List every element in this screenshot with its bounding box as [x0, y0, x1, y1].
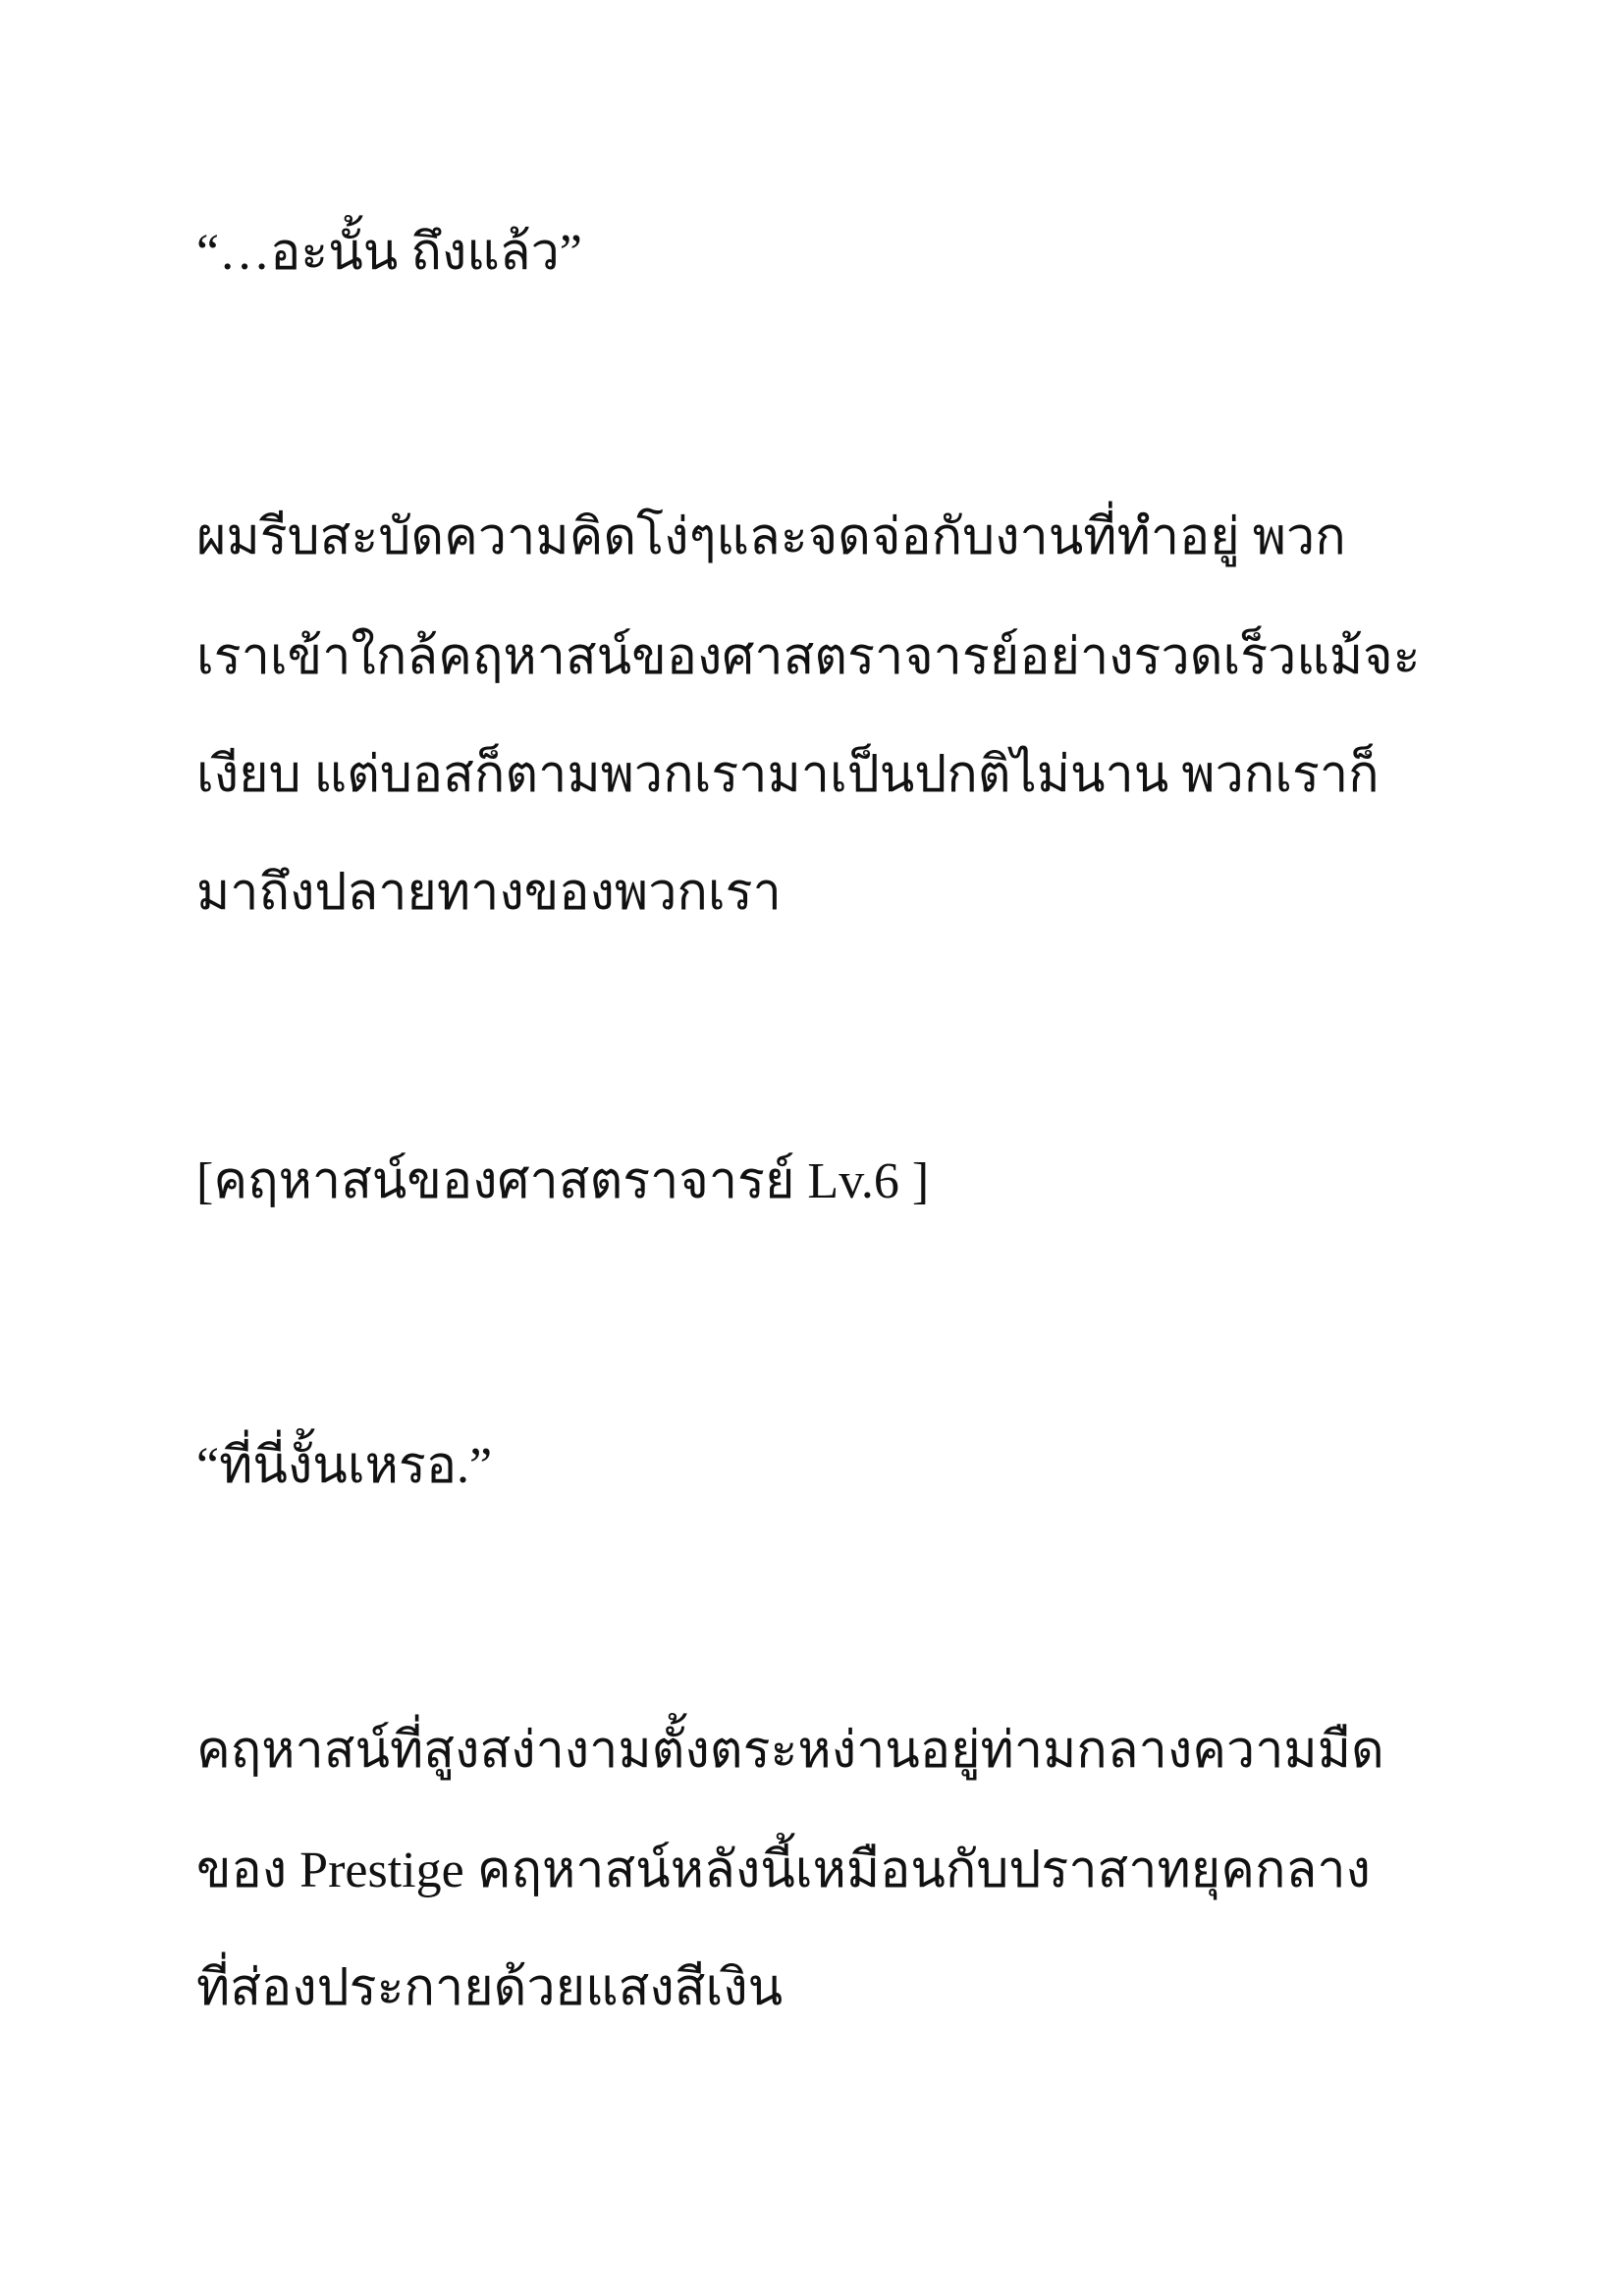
- paragraph-1-line-1: ผมรีบสะบัดความคิดโง่ๆและจดจ่อกับงานที่ทำอยู่ พวก: [196, 509, 1346, 565]
- system-message-location: [คฤหาสน์ของศาสตราจารย์ Lv.6 ]: [196, 1153, 930, 1209]
- paragraph-2-line-1: คฤหาสน์ที่สูงสง่างามตั้งตระหง่านอยู่ท่ามกลางความมืด: [196, 1723, 1384, 1779]
- dialogue-arrived: “…อะนั้น ถึงแล้ว”: [196, 225, 582, 281]
- paragraph-1-line-2: เราเข้าใกล้คฤหาสน์ของศาสตราจารย์อย่างรวดเร็วแม้จะ: [196, 629, 1421, 685]
- paragraph-2-line-2: ของ Prestige คฤหาสน์หลังนี้เหมือนกับปราสาทยุคกลาง: [196, 1842, 1371, 1898]
- dialogue-is-this-it: “ที่นี่งั้นเหรอ.”: [196, 1438, 493, 1494]
- paragraph-2-line-3: ที่ส่องประกายด้วยแสงสีเงิน: [196, 1960, 784, 2016]
- paragraph-1-line-4: มาถึงปลายทางของพวกเรา: [196, 865, 782, 921]
- paragraph-1-line-3: เงียบ แต่บอสก็ตามพวกเรามาเป็นปกติไม่นาน พวกเราก็: [196, 747, 1380, 803]
